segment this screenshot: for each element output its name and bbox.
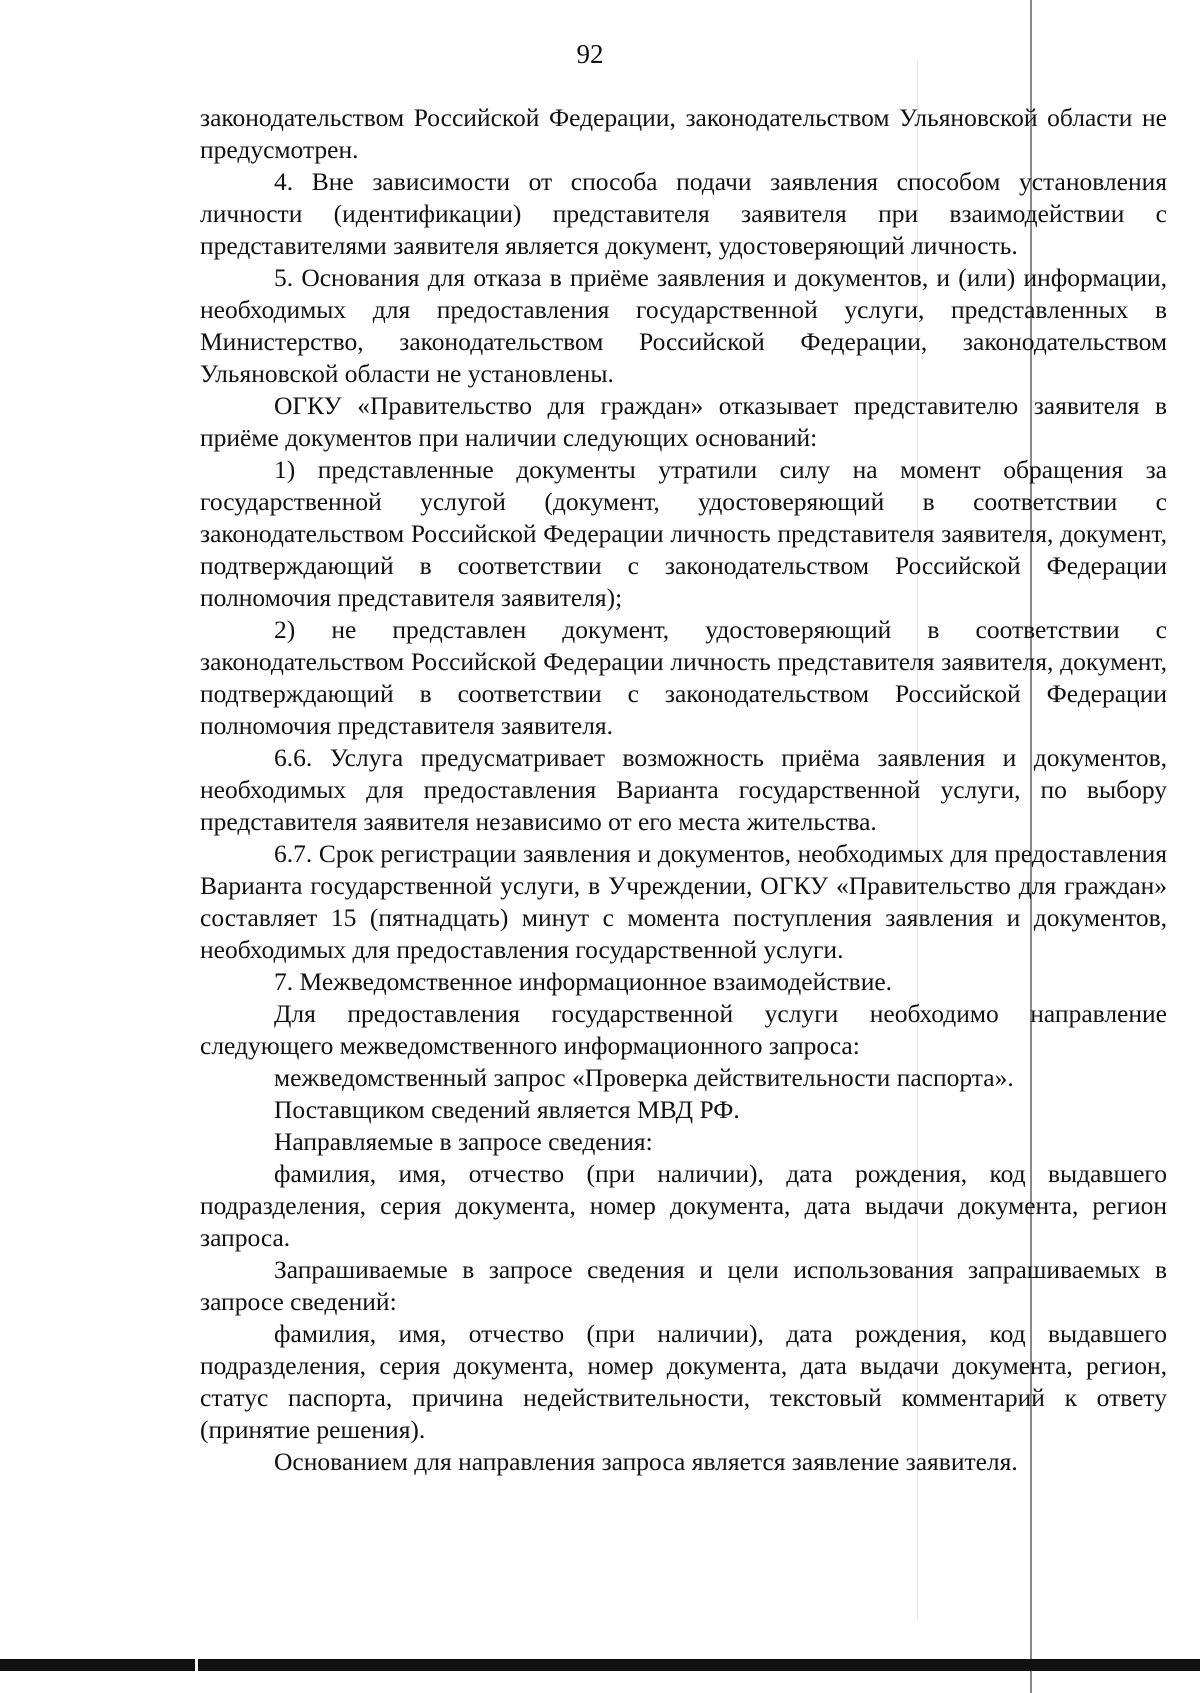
paragraph: фамилия, имя, отчество (при наличии), дата рождения, код выдавшего подразделения, серия документа, номер документа, дата выдачи документа, регион запроса. (200, 1159, 1167, 1252)
paragraph: Основанием для направления запроса является заявление заявителя. (274, 1447, 1018, 1476)
paragraph: 7. Межведомственное информационное взаимодействие. (274, 967, 893, 996)
paragraph: 6.6. Услуга предусматривает возможность приёма заявления и документов, необходимых для предоставления Варианта государственной услуги, по выбору представителя заявителя независимо от его места жительства. (200, 743, 1167, 836)
paragraph: 5. Основания для отказа в приёме заявления и документов, и (или) информации, необходимых для предоставления государственной услуги, представленных в Министерство, законодательством Российской Федерации, законодательством Ульяновской области не установлены. (200, 263, 1167, 388)
paragraph: 2) не представлен документ, удостоверяющий в соответствии с законодательством Российской Федерации личность представителя заявителя, документ, подтверждающий в соответствии с законодательством Российской Федерации полномочия представителя заявителя. (200, 615, 1167, 740)
paragraph: фамилия, имя, отчество (при наличии), дата рождения, код выдавшего подразделения, серия документа, номер документа, дата выдачи документа, регион, статус паспорта, причина недействительности, текстовый комментарий к ответу (принятие решения). (200, 1319, 1167, 1444)
paragraph: Запрашиваемые в запросе сведения и цели использования запрашиваемых в запросе сведений: (200, 1255, 1167, 1316)
paragraph: Для предоставления государственной услуги необходимо направление следующего межведомственного информационного запроса: (200, 999, 1167, 1060)
paragraph: 1) представленные документы утратили силу на момент обращения за государственной услугой (документ, удостоверяющий в соответствии с законодательством Российской Федерации личность представителя заявителя, документ, подтверждающий в соответствии с законодательством Российской Федерации полномочия представителя заявителя); (200, 455, 1167, 612)
scan-bottom-border-gap (195, 1659, 198, 1671)
paragraph: 6.7. Срок регистрации заявления и документов, необходимых для предоставления Варианта государственной услуги, в Учреждении, ОГКУ «Правительство для граждан» составляет 15 (пятнадцать) минут с момента поступления заявления и документов, необходимых для предоставления государственной услуги. (200, 839, 1167, 964)
paragraph: Поставщиком сведений является МВД РФ. (274, 1095, 740, 1124)
paragraph: Направляемые в запросе сведения: (274, 1127, 653, 1156)
paragraph: законодательством Российской Федерации, законодательством Ульяновской области не предусмотрен. (200, 103, 1167, 164)
paragraph: межведомственный запрос «Проверка действительности паспорта». (274, 1063, 1014, 1092)
document-body (200, 102, 1167, 1478)
page-number: 92 (576, 39, 604, 69)
paragraph: ОГКУ «Правительство для граждан» отказывает представителю заявителя в приёме документов при наличии следующих оснований: (200, 391, 1167, 452)
paragraph: 4. Вне зависимости от способа подачи заявления способом установления личности (идентификации) представителя заявителя при взаимодействии с представителями заявителя является документ, удостоверяющий личность. (200, 167, 1167, 260)
scan-bottom-border (0, 1659, 1200, 1671)
